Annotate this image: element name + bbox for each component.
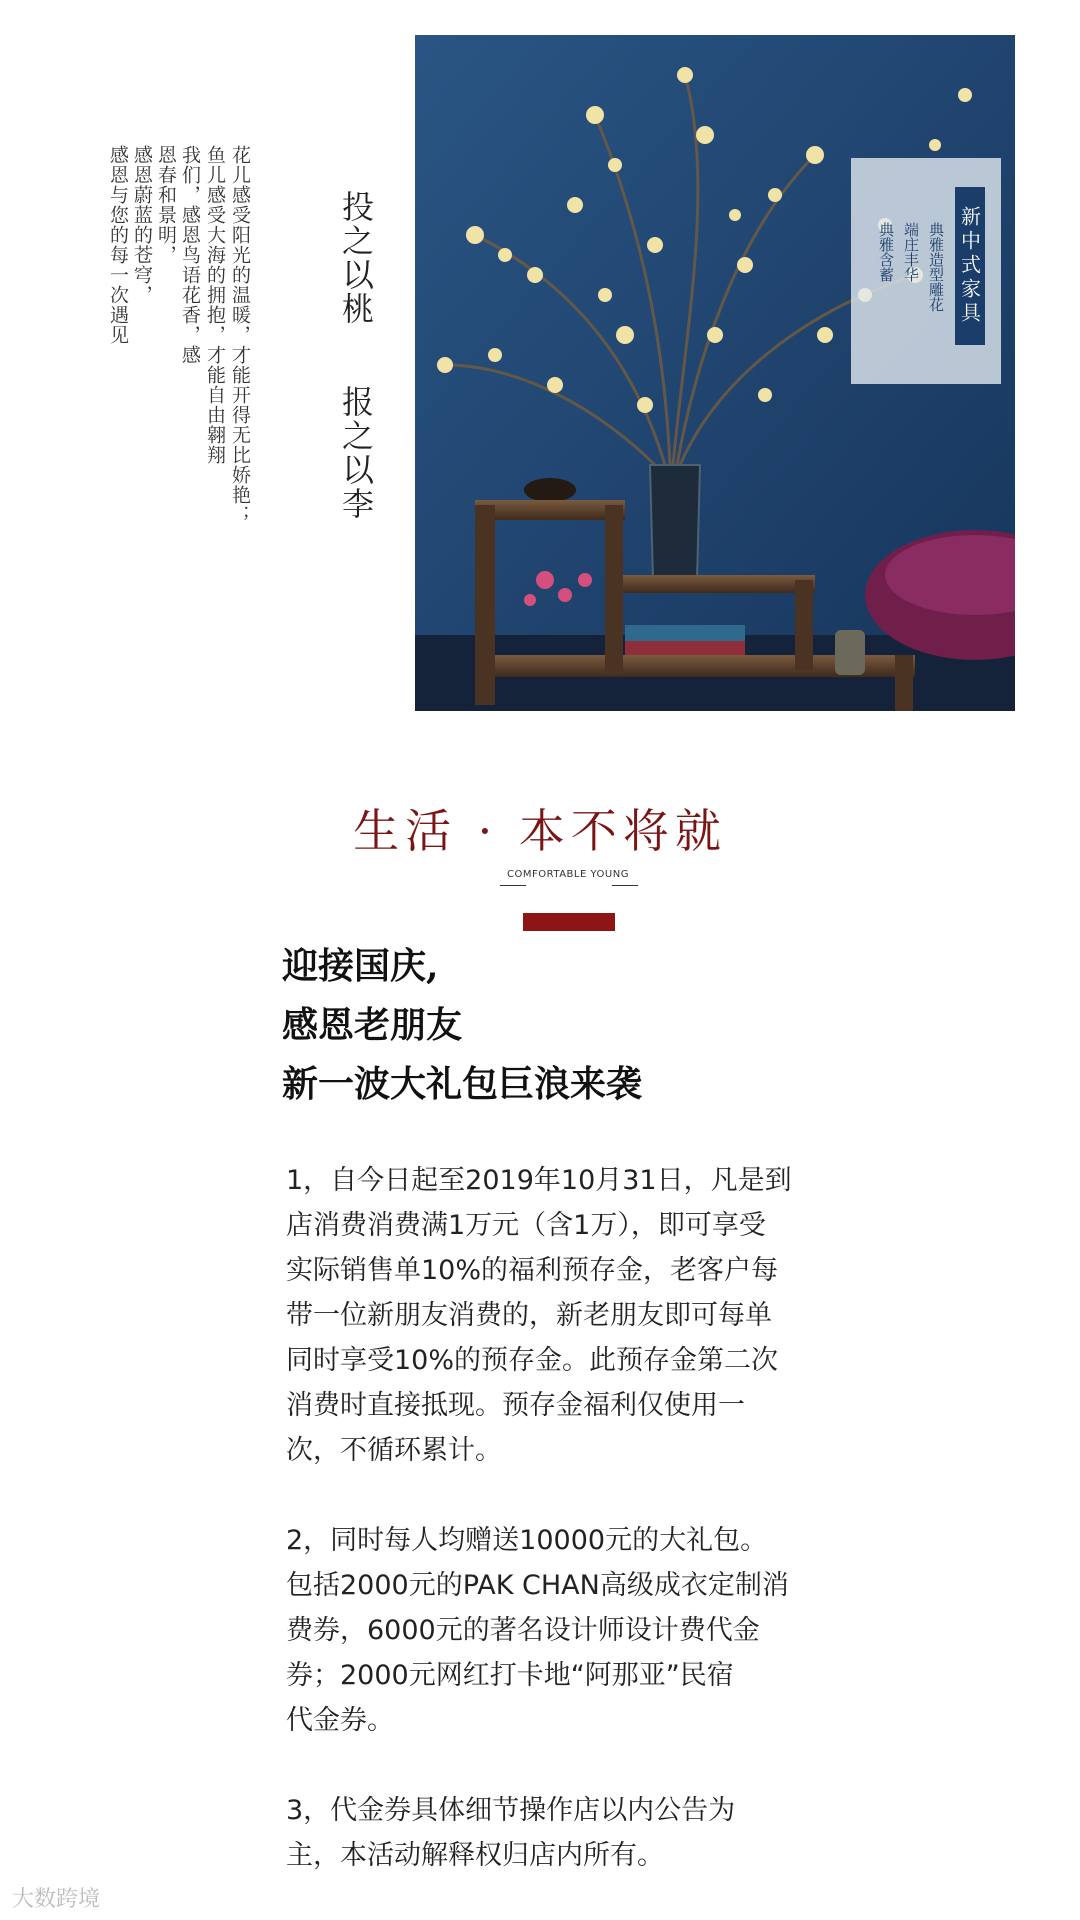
paragraph-1-line: 带一位新朋友消费的，新老朋友即可每单 [286, 1300, 772, 1331]
paragraph-1-line: 同时享受10%的预存金。此预存金第二次 [286, 1345, 779, 1376]
poem-line-2: 鱼儿感受大海的拥抱，才能自由翱翔 [204, 145, 226, 465]
watermark: 大数跨境 [12, 1887, 101, 1912]
poem-line-4: 恩春和景明， [155, 145, 177, 265]
accent-bar [523, 913, 615, 931]
poem-line-5: 感恩蔚蓝的苍穹， [131, 145, 153, 305]
photo-label-col-1: 典雅造型雕花 [927, 222, 945, 312]
paragraph-1-line: 店消费消费满1万元（含1万），即可享受 [286, 1210, 766, 1241]
headline-line-3: 新一波大礼包巨浪来袭 [282, 1063, 643, 1105]
photo-label-col-3: 典雅含蓄 [877, 222, 895, 282]
subtitle-rule-right [612, 885, 638, 886]
slogan: 生活 · 本不将就 [353, 804, 727, 858]
poem-line-6: 感恩与您的每一次遇见 [107, 145, 129, 345]
headline-line-2: 感恩老朋友 [282, 1004, 463, 1046]
poem-title-2: 报之以李 [337, 385, 375, 521]
paragraph-2-line: 2，同时每人均赠送10000元的大礼包。 [286, 1525, 768, 1556]
paragraph-1-line: 消费时直接抵现。预存金福利仅使用一 [286, 1390, 745, 1421]
paragraph-1-line: 次，不循环累计。 [286, 1435, 502, 1466]
photo-label-col-2: 端庄丰华 [902, 222, 920, 282]
paragraph-2-line: 费券，6000元的著名设计师设计费代金 [286, 1615, 760, 1646]
photo-label-title: 新中式家具 [955, 187, 985, 345]
paragraph-1-line: 实际销售单10%的福利预存金，老客户每 [286, 1255, 779, 1286]
paragraph-2-line: 券；2000元网红打卡地“阿那亚”民宿 [286, 1660, 734, 1691]
poem-line-1: 花儿感受阳光的温暖，才能开得无比娇艳； [229, 145, 251, 525]
subtitle-rule-left [500, 885, 526, 886]
paragraph-3-line: 主，本活动解释权归店内所有。 [286, 1840, 664, 1871]
poem-title-1: 投之以桃 [337, 190, 375, 326]
subtitle: COMFORTABLE YOUNG [507, 869, 629, 880]
poem-line-3: 我们，感恩鸟语花香，感 [179, 145, 201, 365]
paragraph-2-line: 包括2000元的PAK CHAN高级成衣定制消 [286, 1570, 789, 1601]
paragraph-1-line: 1，自今日起至2019年10月31日，凡是到 [286, 1165, 792, 1196]
headline-line-1: 迎接国庆, [282, 945, 439, 987]
paragraph-3-line: 3，代金券具体细节操作店以内公告为 [286, 1795, 736, 1826]
paragraph-2-line: 代金券。 [286, 1705, 394, 1736]
